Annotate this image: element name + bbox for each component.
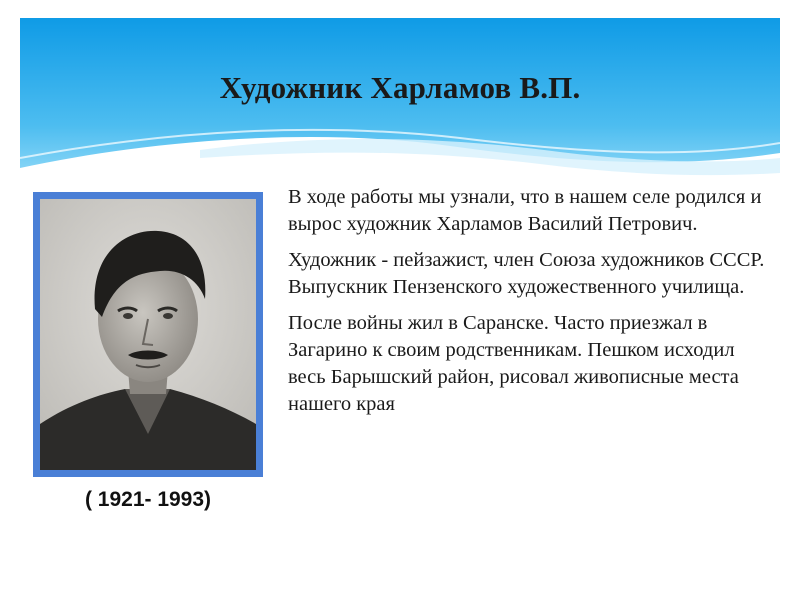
paragraph-1: В ходе работы мы узнали, что в нашем селе родился и вырос художник Харламов Василий Петрович. xyxy=(288,186,762,235)
paragraph-3: После войны жил в Саранске. Часто приезжал в Загарино к своим родственникам. Пешком исходил весь Барышский район, рисовал живописные места нашего края xyxy=(288,312,739,415)
biography-text xyxy=(288,184,768,427)
portrait-frame xyxy=(33,192,263,477)
wave-decoration xyxy=(20,18,780,198)
slide-title: Художник Харламов В.П. xyxy=(219,70,581,105)
portrait-photo xyxy=(40,199,256,470)
life-years: ( 1921- 1993) xyxy=(84,488,212,511)
header-banner xyxy=(20,18,780,198)
portrait-image xyxy=(40,199,256,470)
paragraph-2: Художник - пейзажист, член Союза художников СССР. Выпускник Пензенского художественного училища. xyxy=(288,249,765,298)
